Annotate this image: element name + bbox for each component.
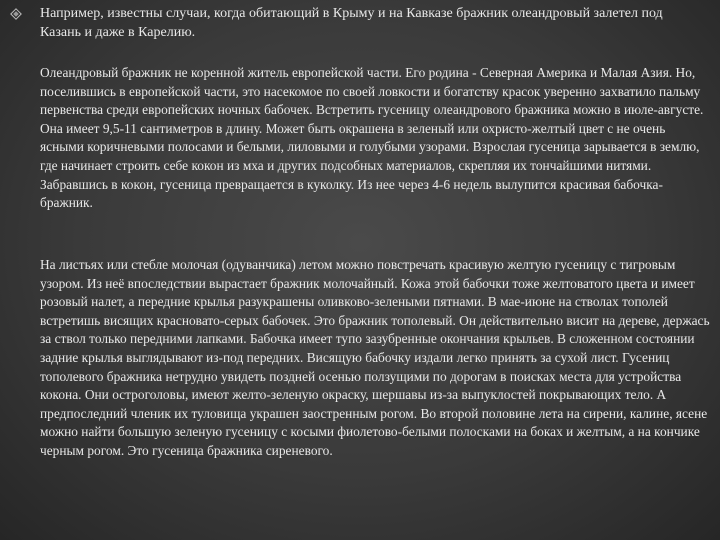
paragraph-spurge-poplar-lilac-hawkmoth: На листьях или стебле молочая (одуванчика) летом можно повстречать красивую желтую гусеницу с тигровым узором. Из неё впоследствии вырастает бражник молочайный. Кожа этой бабочки тоже желтоватого цвета и имеет розовый налет, а передние крылья разукрашены оливково-зелеными пятнами. В мае-июне на стволах тополей встретишь висящих красновато-серых бабочек. Это бражник тополевый. Он действительно висит на дереве, держась за ствол только передними лапками. Бабочка имеет тупо зазубренные окончания крыльев. В сложенном состоянии задние крылья выглядывают из-под передних. Висящую бабочку издали легко принять за сухой лист. Гусениц тополевого бражника нетрудно увидеть поздней осенью ползущими по дорогам в поисках места для устройства кокона. Они остроголовы, имеют желто-зеленую окраску, шершавы из-за выпуклостей покрывающих тело. А предпоследний членик их туловища украшен заостренным рогом. Во второй половине лета на сирени, калине, ясене можно найти большую зеленую гусеницу с косыми фиолетово-белыми полосками на боках и желтым, а на кончике черным рогом. Это гусеница бражника сиреневого. (40, 257, 710, 458)
intro-bullet-text: Например, известны случаи, когда обитающий в Крыму и на Кавказе бражник олеандровый залетел под Казань и даже в Карелию. (40, 6, 663, 40)
paragraph-oleander-hawkmoth: Олеандровый бражник не коренной житель европейской части. Его родина - Северная Америка и Малая Азия. Но, поселившись в европейской части, это насекомое по своей ловкости и богатству красок уверенно захватило пальму первенства среди европейских ночных бабочек. Встретить гусеницу олеандрового бражника можно в июле-августе. Она имеет 9,5-11 сантиметров в длину. Может быть окрашена в зеленый или охристо-желтый цвет с не очень ясными коричневыми полосами и белыми, лиловыми и голубыми узорами. Взрослая гусеница зарывается в землю, где начинает строить себе кокон из мха и других подсобных материалов, скрепляя их тончайшими нитями. Забравшись в кокон, гусеница превращается в куколку. Из нее через 4-6 недель вылупится красивая бабочка-бражник. (40, 65, 704, 211)
diamond-bullet-icon (10, 8, 22, 20)
